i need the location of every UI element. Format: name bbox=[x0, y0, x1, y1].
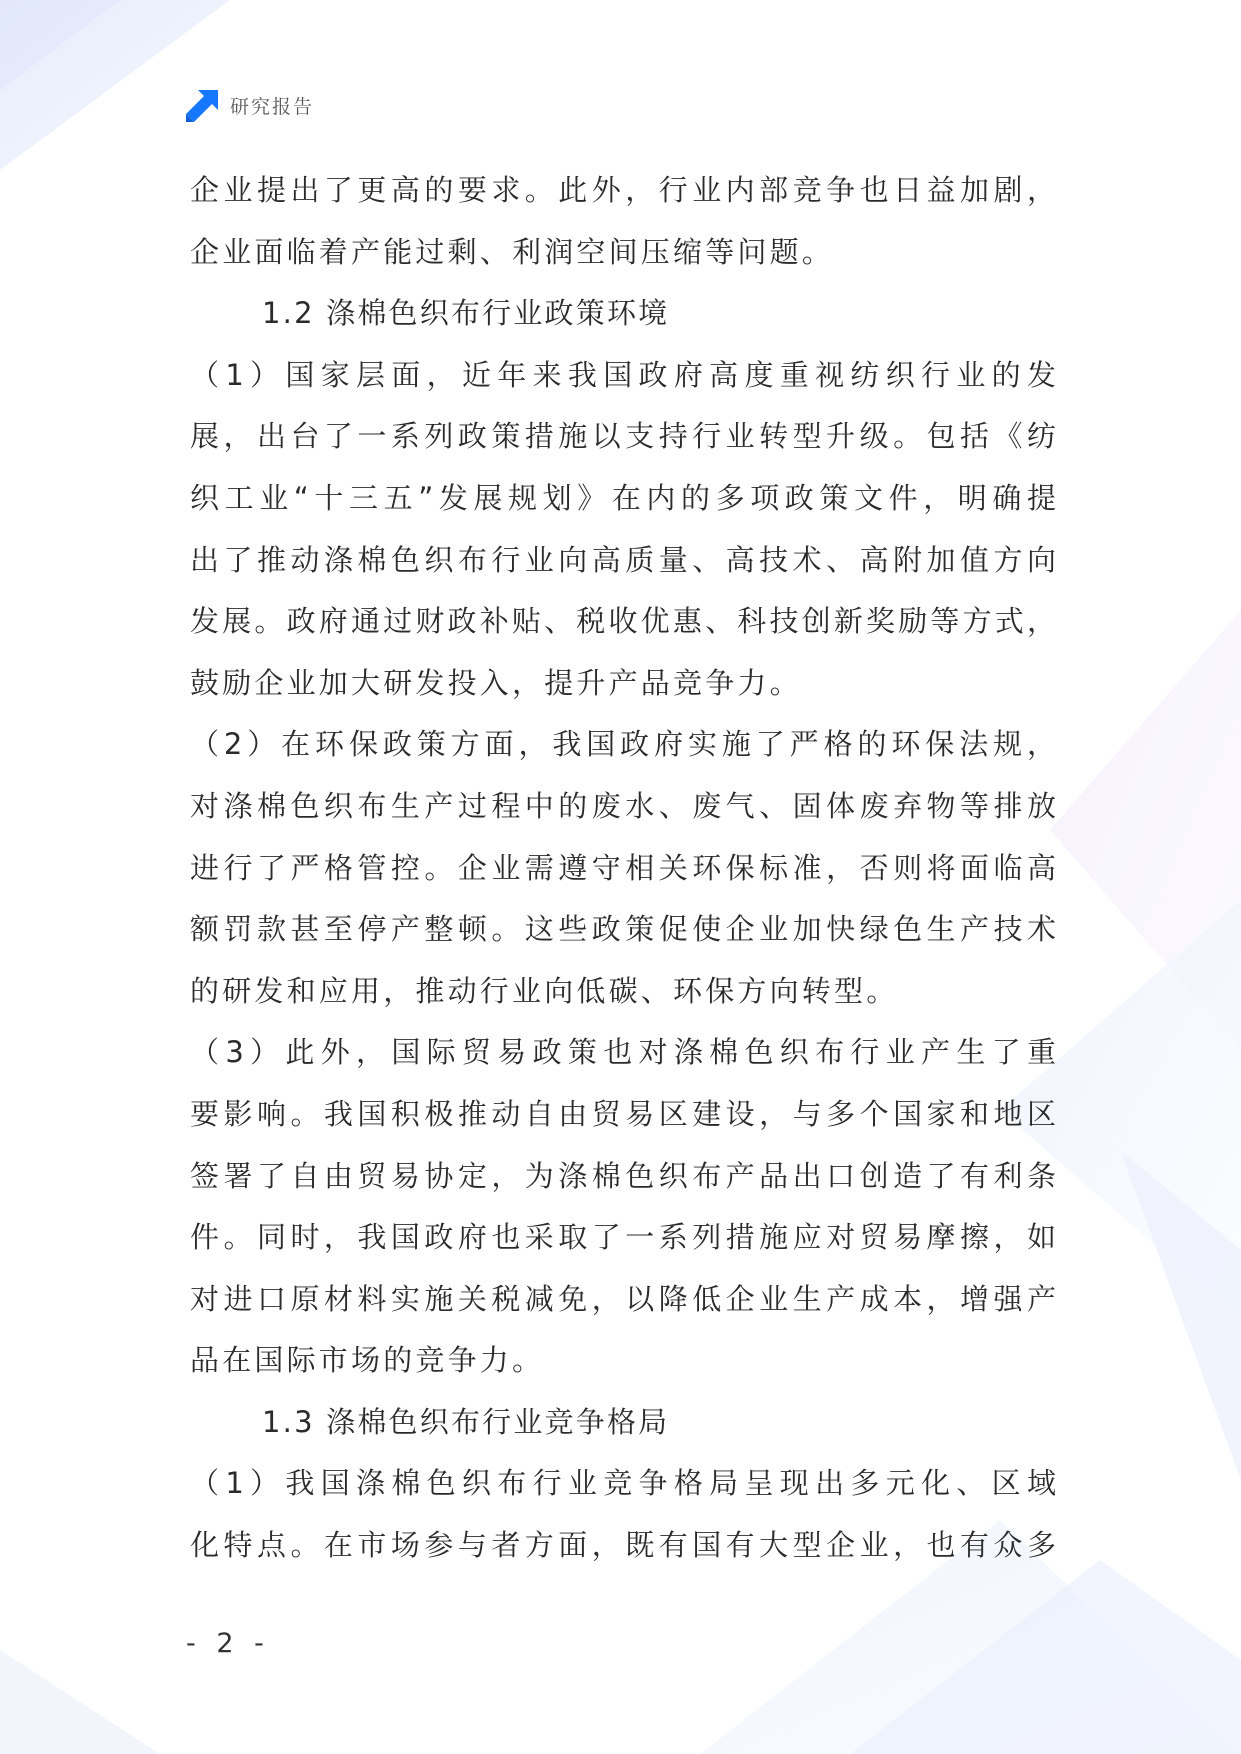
text-line: 的研发和应用，推动行业向低碳、环保方向转型。 bbox=[190, 973, 899, 1008]
text-line: 额罚款甚至停产整顿。这些政策促使企业加快绿色生产技术 bbox=[190, 912, 1056, 947]
section-heading: 1.2 涤棉色织布行业政策环境 bbox=[262, 296, 670, 331]
text-line: 进行了严格管控。企业需遵守相关环保标准，否则将面临高 bbox=[190, 850, 1056, 885]
arrow-logo-icon bbox=[186, 88, 220, 122]
text-line: 品在国际市场的竞争力。 bbox=[190, 1343, 545, 1378]
report-header bbox=[186, 88, 314, 122]
text-line: 出了推动涤棉色织布行业向高质量、高技术、高附加值方向 bbox=[190, 542, 1056, 577]
text-line: 对涤棉色织布生产过程中的废水、废气、固体废弃物等排放 bbox=[190, 788, 1056, 823]
text-line: （2）在环保政策方面，我国政府实施了严格的环保法规， bbox=[190, 727, 1056, 762]
text-line: （1）我国涤棉色织布行业竞争格局呈现出多元化、区域 bbox=[190, 1466, 1056, 1501]
text-line: 展，出台了一系列政策措施以支持行业转型升级。包括《纺 bbox=[190, 419, 1056, 454]
document-body bbox=[190, 160, 1056, 1577]
text-line: 发展。政府通过财政补贴、税收优惠、科技创新奖励等方式， bbox=[190, 604, 1056, 639]
text-line: 企业提出了更高的要求。此外，行业内部竞争也日益加剧， bbox=[190, 173, 1056, 207]
text-line: 企业面临着产能过剩、利润空间压缩等问题。 bbox=[190, 234, 835, 269]
text-line: 对进口原材料实施关税减免，以降低企业生产成本，增强产 bbox=[190, 1281, 1056, 1316]
section-heading: 1.3 涤棉色织布行业竞争格局 bbox=[262, 1404, 670, 1439]
header-label: 研究报告 bbox=[230, 95, 315, 118]
text-line: 化特点。在市场参与者方面，既有国有大型企业，也有众多 bbox=[190, 1528, 1056, 1563]
text-line: 鼓励企业加大研发投入，提升产品竞争力。 bbox=[190, 665, 802, 700]
text-line: （1）国家层面，近年来我国政府高度重视纺织行业的发 bbox=[190, 357, 1056, 392]
text-line: （3）此外，国际贸易政策也对涤棉色织布行业产生了重 bbox=[190, 1035, 1056, 1070]
text-line: 要影响。我国积极推动自由贸易区建设，与多个国家和地区 bbox=[190, 1096, 1056, 1131]
text-line: 签署了自由贸易协定，为涤棉色织布产品出口创造了有利条 bbox=[190, 1158, 1056, 1193]
page-number: - 2 - bbox=[186, 1628, 270, 1659]
text-line: 件。同时，我国政府也采取了一系列措施应对贸易摩擦，如 bbox=[190, 1220, 1056, 1255]
text-line: 织工业“十三五”发展规划》在内的多项政策文件，明确提 bbox=[190, 480, 1056, 515]
